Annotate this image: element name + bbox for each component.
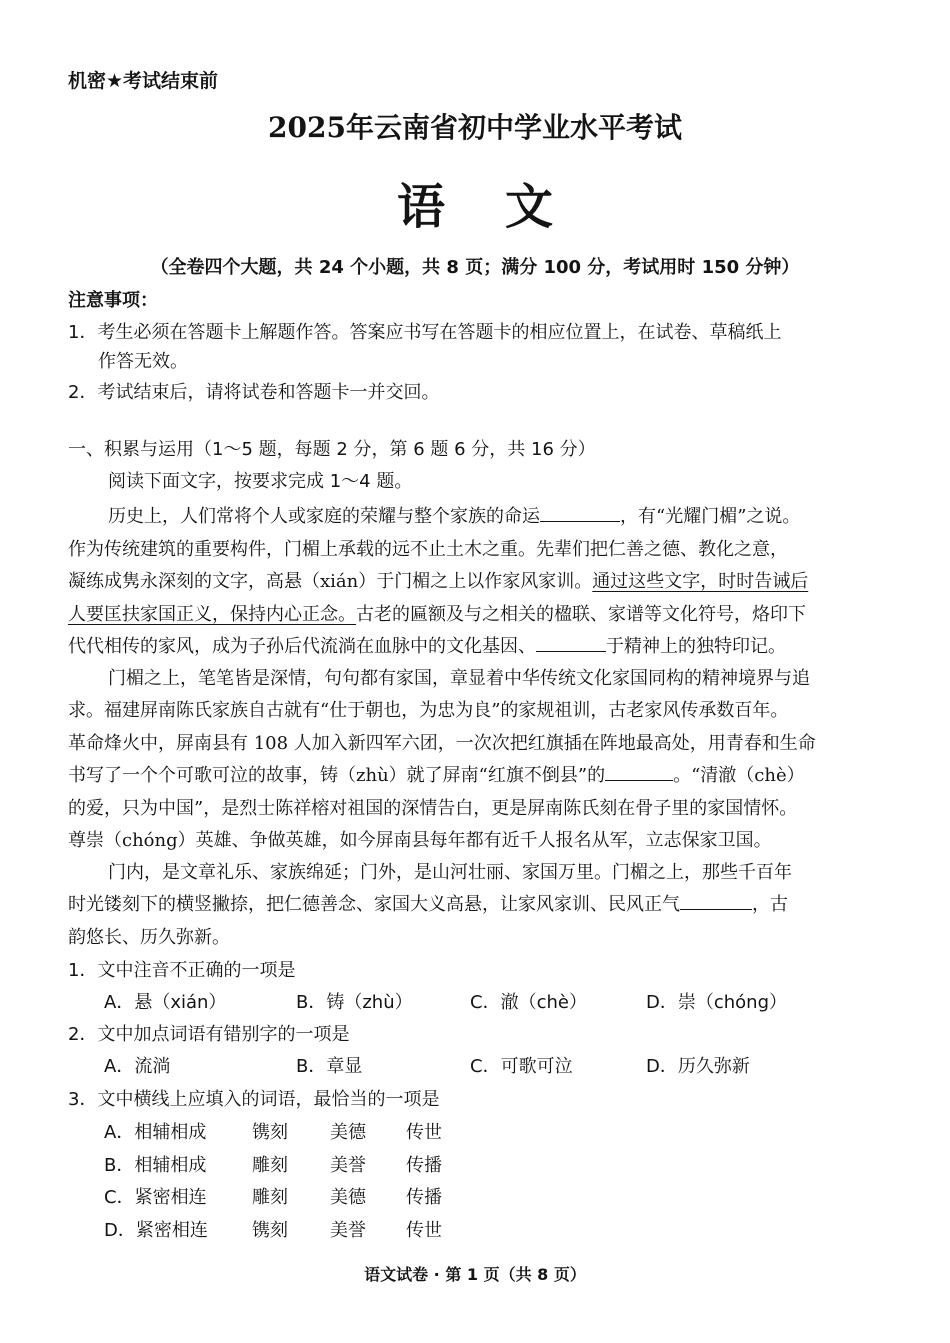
option-word: 美誉 [330,1220,366,1241]
passage-line [68,632,786,658]
passage-line [68,890,788,916]
exam-title: 2025年云南省初中学业水平考试 [268,111,682,144]
notice-item-1-cont: 作答无效。 [98,351,188,372]
option-c: C．可歌可泣 [470,1056,573,1077]
section-heading: 一、积累与运用（1～5 题，每题 2 分，第 6 题 6 分，共 16 分） [68,439,596,460]
answer-blank [605,763,673,781]
passage-text: ，古 [752,894,788,915]
option-d: D．崇（chóng） [646,992,788,1013]
reading-instruction: 阅读下面文字，按要求完成 1～4 题。 [108,471,413,492]
passage-text: 代代相传的家风，成为子孙后代流淌在血脉中的文化基因、 [68,636,536,657]
option-word: 雕刻 [252,1187,288,1208]
option-word: 传播 [406,1155,442,1176]
option-c: C．澈（chè） [470,992,587,1013]
notice-item-2: 2．考试结束后，请将试卷和答题卡一并交回。 [68,382,440,403]
option-word: 传播 [406,1187,442,1208]
passage-text: 历史上，人们常将个人或家庭的荣耀与整个家族的命运 [108,506,540,527]
option-word: 美誉 [330,1155,366,1176]
subject-title: 语文 [396,179,613,235]
question-stem: 1．文中注音不正确的一项是 [68,960,296,981]
option-word: 镌刻 [252,1220,288,1241]
passage-text: 。“清澈（chè） [673,765,805,786]
option-word: 雕刻 [252,1155,288,1176]
underlined-sentence: 通过这些文字，时时告诫后 [592,571,809,592]
answer-blank [540,504,620,522]
passage-line [68,761,805,787]
passage-line: 的爱，只为中国”，是烈士陈祥榕对祖国的深情告白，更是屏南陈氏刻在骨子里的家国情怀。 [68,798,798,819]
answer-blank [536,634,606,652]
option-word: 美德 [330,1187,366,1208]
passage-text: 凝练成隽永深刻的文字，高悬（xián）于门楣之上以作家风家训。 [68,571,593,592]
option-a: A．相辅相成 [104,1122,207,1143]
passage-line: 尊崇（chóng）英雄、争做英雄，如今屏南县每年都有近千人报名从军，立志保家卫国。 [68,830,772,851]
passage-line: 革命烽火中，屏南县有 108 人加入新四军六团，一次次把红旗插在阵地最高处，用青春和生命 [68,733,816,754]
passage-line [68,567,808,593]
question-stem: 3．文中横线上应填入的词语，最恰当的一项是 [68,1089,440,1110]
option-b: B．铸（zhù） [296,992,413,1013]
passage-text: 书写了一个个可歌可泣的故事，铸（zhù）就了屏南“红旗不倒县”的 [68,765,606,786]
question-stem: 2．文中加点词语有错别字的一项是 [68,1024,350,1045]
notice-item-1: 1．考生必须在答题卡上解题作答。答案应书写在答题卡的相应位置上，在试卷、草稿纸上 [68,322,782,343]
passage-line [108,502,800,528]
notice-heading: 注意事项： [68,290,158,311]
option-b: B．相辅相成 [104,1155,207,1176]
option-d: D．历久弥新 [646,1056,750,1077]
option-b: B．章显 [296,1056,363,1077]
passage-text: 于精神上的独特印记。 [606,636,786,657]
passage-text: ，有“光耀门楣”之说。 [620,506,801,527]
option-d: D．紧密相连 [104,1220,208,1241]
confidential-label: 机密★考试结束前 [68,70,219,92]
exam-scope: （全卷四个大题，共 24 个小题，共 8 页；满分 100 分，考试用时 150 分钟） [150,257,800,278]
passage-line: 作为传统建筑的重要构件，门楣上承载的远不止土木之重。先辈们把仁善之德、教化之意， [68,539,788,560]
passage-line: 门楣之上，笔笔皆是深情，句句都有家国，章显着中华传统文化家国同构的精神境界与追 [108,668,810,689]
answer-blank [680,892,752,910]
passage-line: 求。福建屏南陈氏家族自古就有“仕于朝也，为忠为良”的家规祖训，古老家风传承数百年。 [68,700,789,721]
option-a: A．悬（xián） [104,992,227,1013]
page-footer: 语文试卷 · 第 1 页（共 8 页） [364,1265,586,1284]
option-c: C．紧密相连 [104,1187,207,1208]
passage-line [68,600,806,626]
underlined-sentence: 人要匡扶家国正义，保持内心正念。 [68,604,356,625]
passage-text: 古老的匾额及与之相关的楹联、家谱等文化符号，烙印下 [356,604,806,625]
passage-line: 门内，是文章礼乐、家族绵延；门外，是山河壮丽、家国万里。门楣之上，那些千百年 [108,862,792,883]
option-word: 传世 [406,1122,442,1143]
passage-line: 韵悠长、历久弥新。 [68,927,230,948]
option-word: 传世 [406,1220,442,1241]
option-word: 美德 [330,1122,366,1143]
option-a: A．流淌 [104,1056,171,1077]
option-word: 镌刻 [252,1122,288,1143]
passage-text: 时光镂刻下的横竖撇捺，把仁德善念、家国大义高悬，让家风家训、民风正气 [68,894,680,915]
